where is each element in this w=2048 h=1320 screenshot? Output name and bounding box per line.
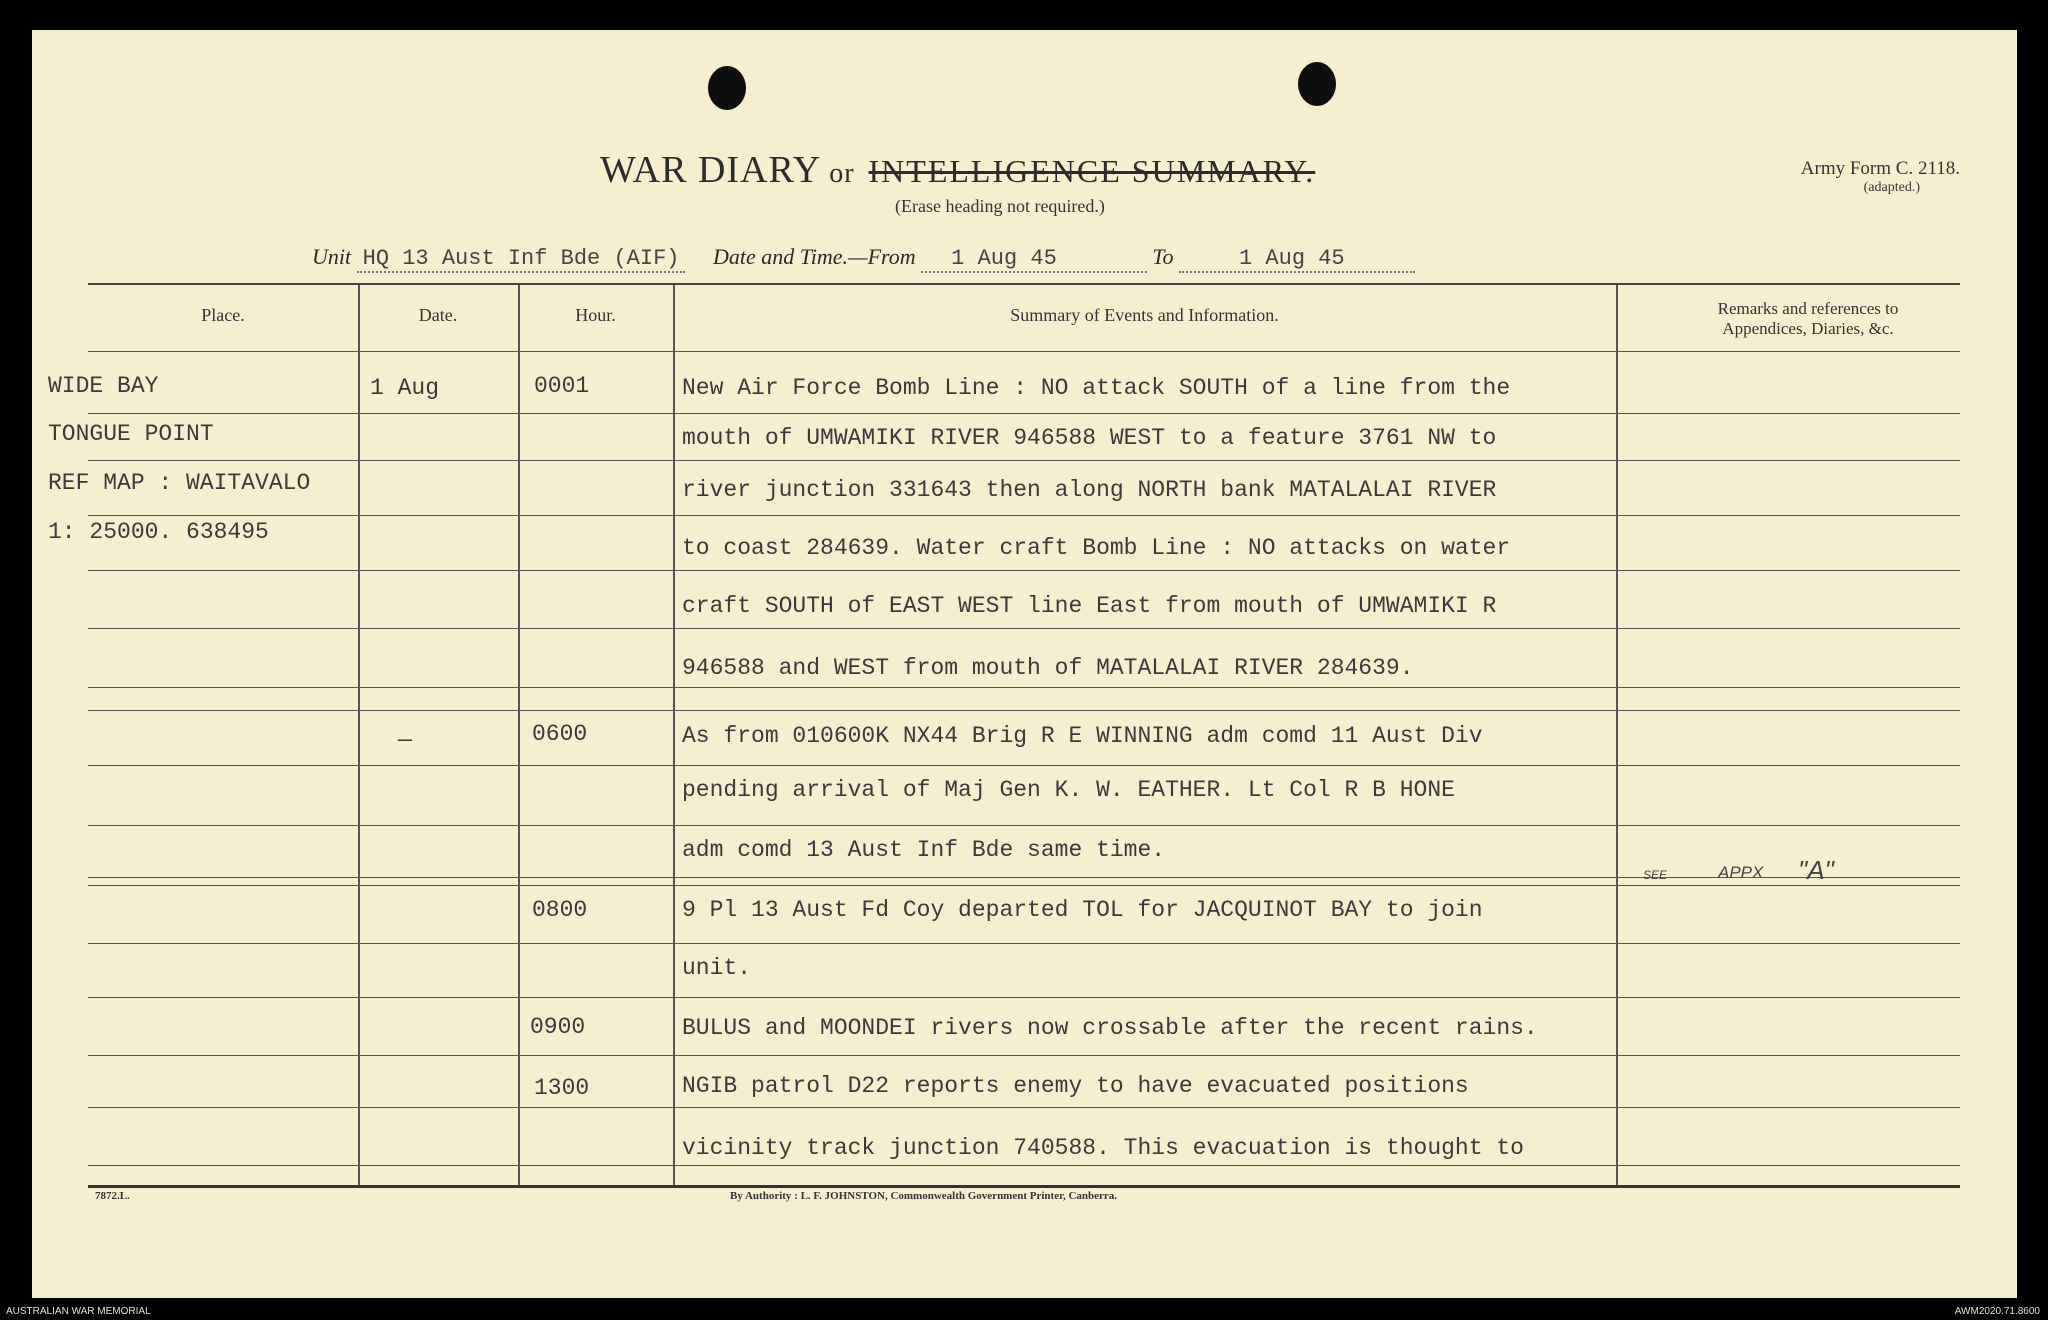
summary-line: pending arrival of Maj Gen K. W. EATHER. Lt Col R B HONE <box>682 777 1455 803</box>
ruled-line <box>88 460 1960 461</box>
ruled-line <box>88 997 1960 998</box>
army-form-adapted: (adapted.) <box>1863 180 1920 195</box>
summary-line: As from 010600K NX44 Brig R E WINNING adm comd 11 Aust Div <box>682 723 1483 749</box>
unit-line <box>312 244 1415 271</box>
ruled-line <box>88 515 1960 516</box>
unit-label: Unit <box>312 244 352 269</box>
summary-line: river junction 331643 then along NORTH bank MATALALAI RIVER <box>682 477 1497 503</box>
remark-see: SEE <box>1643 868 1668 882</box>
ruled-line <box>88 570 1960 571</box>
hour-entry: 0600 <box>532 721 588 747</box>
summary-line: BULUS and MOONDEI rivers now crossable after the recent rains. <box>682 1015 1538 1041</box>
army-form-number: Army Form C. 2118. <box>1800 158 1960 179</box>
date-entry: 1 Aug <box>370 375 440 401</box>
ruled-line <box>88 885 1960 886</box>
ruled-line <box>88 765 1960 766</box>
punch-hole-right <box>1298 62 1336 106</box>
summary-line: adm comd 13 Aust Inf Bde same time. <box>682 837 1166 863</box>
hour-entry: 0001 <box>534 373 590 399</box>
unit-value: HQ 13 Aust Inf Bde (AIF) <box>357 246 686 273</box>
title-war-diary: WAR DIARY <box>600 149 822 191</box>
to-date-value: 1 Aug 45 <box>1179 246 1415 273</box>
date-ditto: — <box>398 727 412 753</box>
header-rule <box>88 351 1616 352</box>
ruled-line <box>1616 351 1960 352</box>
ruled-line <box>88 1055 1960 1056</box>
archive-caption-right: AWM2020.71.8600 <box>1954 1306 2040 1317</box>
summary-line: vicinity track junction 740588. This evacuation is thought to <box>682 1135 1524 1161</box>
summary-line: 9 Pl 13 Aust Fd Coy departed TOL for JACQUINOT BAY to join <box>682 897 1483 923</box>
ruled-line <box>88 1107 1960 1108</box>
col-divider <box>1616 285 1618 1185</box>
hour-entry: 1300 <box>534 1075 590 1101</box>
summary-line: NGIB patrol D22 reports enemy to have evacuated positions <box>682 1073 1469 1099</box>
punch-hole-left <box>708 66 746 110</box>
diary-table <box>48 283 1960 1188</box>
page-title <box>600 148 1315 192</box>
col-header-hour: Hour. <box>575 305 616 325</box>
col-header-remarks: Remarks and references to Appendices, Diaries, &c. <box>1717 299 1899 338</box>
erase-note: (Erase heading not required.) <box>895 196 1105 216</box>
archive-caption-left: AUSTRALIAN WAR MEMORIAL <box>6 1306 151 1317</box>
hour-entry: 0800 <box>532 897 588 923</box>
place-line: WIDE BAY <box>48 373 159 399</box>
ruled-line <box>88 710 1960 711</box>
army-form-label <box>1801 158 1960 196</box>
place-line: 1: 25000. 638495 <box>48 519 269 545</box>
summary-line: New Air Force Bomb Line : NO attack SOUTH of a line from the <box>682 375 1511 401</box>
to-label: To <box>1152 244 1174 269</box>
place-line: TONGUE POINT <box>48 421 214 447</box>
form-number: 7872.L. <box>95 1190 130 1202</box>
date-time-label: Date and Time.—From <box>712 244 916 269</box>
summary-line: to coast 284639. Water craft Bomb Line : NO attacks on water <box>682 535 1511 561</box>
ruled-line <box>88 687 1960 688</box>
col-divider <box>518 285 520 1185</box>
ruled-line <box>88 943 1960 944</box>
col-divider <box>358 285 360 1185</box>
ruled-line <box>88 877 1960 878</box>
printer-authority: By Authority : L. F. JOHNSTON, Commonwealth Government Printer, Canberra. <box>730 1190 1118 1202</box>
col-divider <box>673 285 675 1185</box>
title-or: or <box>829 158 855 189</box>
col-header-place: Place. <box>201 305 245 325</box>
summary-line: mouth of UMWAMIKI RIVER 946588 WEST to a feature 3761 NW to <box>682 425 1497 451</box>
ruled-line <box>88 825 1960 826</box>
ruled-line <box>88 413 1960 414</box>
summary-line: 946588 and WEST from mouth of MATALALAI RIVER 284639. <box>682 655 1414 681</box>
remark-appx: APPX <box>1718 863 1764 882</box>
from-date-value: 1 Aug 45 <box>921 246 1147 273</box>
remark-appendix-letter: "A" <box>1798 855 1834 885</box>
col-header-date: Date. <box>418 305 458 325</box>
col-header-summary: Summary of Events and Information. <box>1010 305 1279 325</box>
ruled-line <box>88 628 1960 629</box>
place-line: REF MAP : WAITAVALO <box>48 470 311 496</box>
ruled-line <box>88 1165 1960 1166</box>
summary-line: craft SOUTH of EAST WEST line East from mouth of UMWAMIKI R <box>682 593 1497 619</box>
hour-entry: 0900 <box>530 1014 586 1040</box>
title-struck-heading: INTELLIGENCE SUMMARY. <box>868 153 1316 189</box>
summary-line: unit. <box>682 955 752 981</box>
